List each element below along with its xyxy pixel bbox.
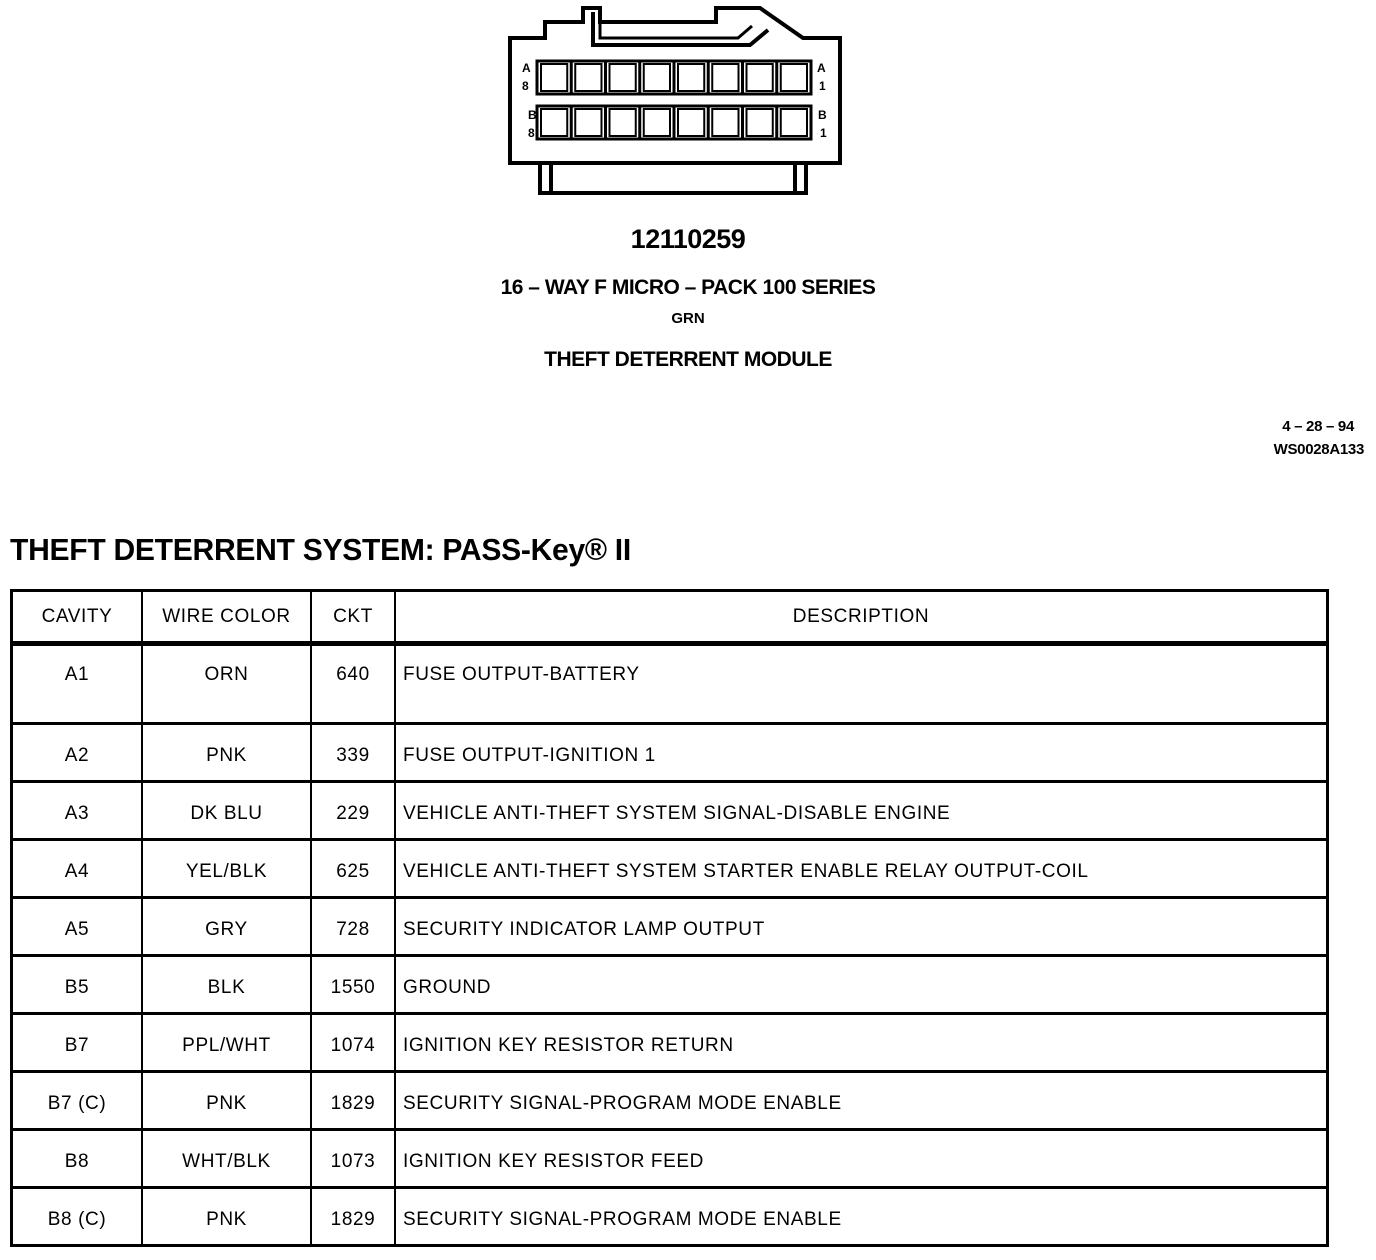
row-a-left-label: A bbox=[522, 61, 531, 75]
cell-ckt: 339 bbox=[311, 724, 395, 782]
module-name: THEFT DETERRENT MODULE bbox=[544, 348, 832, 371]
cell-cavity: B7 bbox=[12, 1014, 143, 1072]
cavity-row-b bbox=[537, 106, 811, 139]
cavity-slot bbox=[575, 64, 601, 91]
cell-ckt: 1550 bbox=[311, 956, 395, 1014]
cell-cavity: A4 bbox=[12, 840, 143, 898]
table-row bbox=[12, 898, 1328, 956]
connector-housing bbox=[510, 8, 840, 193]
reference-code: WS0028A133 bbox=[1273, 441, 1364, 458]
table-row bbox=[12, 782, 1328, 840]
cell-description: IGNITION KEY RESISTOR FEED bbox=[395, 1130, 1328, 1188]
cavity-slot bbox=[712, 109, 738, 136]
cell-wire-color: PPL/WHT bbox=[142, 1014, 311, 1072]
cell-description: VEHICLE ANTI-THEFT SYSTEM STARTER ENABLE RELAY OUTPUT-COIL bbox=[395, 840, 1328, 898]
cavity-row-a bbox=[537, 61, 811, 94]
cell-wire-color: GRY bbox=[142, 898, 311, 956]
cell-ckt: 1073 bbox=[311, 1130, 395, 1188]
reference-date: 4 – 28 – 94 bbox=[1282, 418, 1354, 435]
cell-wire-color: YEL/BLK bbox=[142, 840, 311, 898]
cell-cavity: A1 bbox=[12, 644, 143, 724]
row-b-right-num: 1 bbox=[820, 126, 827, 140]
cell-wire-color: WHT/BLK bbox=[142, 1130, 311, 1188]
table-row bbox=[12, 1014, 1328, 1072]
cavity-slot bbox=[541, 64, 567, 91]
cavity-slot bbox=[678, 64, 704, 91]
cell-wire-color: PNK bbox=[142, 1188, 311, 1246]
header-cavity: CAVITY bbox=[12, 591, 143, 644]
cavity-slot bbox=[678, 109, 704, 136]
cavity-slot bbox=[781, 109, 807, 136]
cell-ckt: 1829 bbox=[311, 1072, 395, 1130]
cell-wire-color: DK BLU bbox=[142, 782, 311, 840]
cavity-slot bbox=[747, 109, 773, 136]
cell-ckt: 640 bbox=[311, 644, 395, 724]
cell-cavity: A5 bbox=[12, 898, 143, 956]
connector-diagram bbox=[0, 0, 1376, 215]
cavity-slot bbox=[747, 64, 773, 91]
cavity-slot bbox=[644, 109, 670, 136]
cell-cavity: B8 (C) bbox=[12, 1188, 143, 1246]
table-row bbox=[12, 840, 1328, 898]
cell-description: FUSE OUTPUT-IGNITION 1 bbox=[395, 724, 1328, 782]
table-row bbox=[12, 1072, 1328, 1130]
header-ckt: CKT bbox=[311, 591, 395, 644]
cell-description: SECURITY INDICATOR LAMP OUTPUT bbox=[395, 898, 1328, 956]
cell-description: SECURITY SIGNAL-PROGRAM MODE ENABLE bbox=[395, 1072, 1328, 1130]
cell-ckt: 1829 bbox=[311, 1188, 395, 1246]
cell-ckt: 229 bbox=[311, 782, 395, 840]
connector-description: 16 – WAY F MICRO – PACK 100 SERIES bbox=[500, 276, 876, 299]
cell-description: VEHICLE ANTI-THEFT SYSTEM SIGNAL-DISABLE ENGINE bbox=[395, 782, 1328, 840]
cell-cavity: A2 bbox=[12, 724, 143, 782]
header-description: DESCRIPTION bbox=[395, 591, 1328, 644]
section-title: THEFT DETERRENT SYSTEM: PASS-Key® II bbox=[10, 532, 631, 567]
table-row bbox=[12, 724, 1328, 782]
row-a-right-label: A bbox=[817, 61, 826, 75]
row-b-right-label: B bbox=[818, 108, 827, 122]
header-wire-color: WIRE COLOR bbox=[142, 591, 311, 644]
row-a-left-num: 8 bbox=[522, 79, 529, 93]
cavity-slot bbox=[541, 109, 567, 136]
table-row bbox=[12, 956, 1328, 1014]
cell-ckt: 1074 bbox=[311, 1014, 395, 1072]
cell-cavity: B5 bbox=[12, 956, 143, 1014]
row-b-left-num: 8 bbox=[528, 126, 535, 140]
cell-wire-color: PNK bbox=[142, 1072, 311, 1130]
cell-cavity: B7 (C) bbox=[12, 1072, 143, 1130]
cavity-slot bbox=[644, 64, 670, 91]
cell-ckt: 625 bbox=[311, 840, 395, 898]
cell-wire-color: PNK bbox=[142, 724, 311, 782]
cell-description: FUSE OUTPUT-BATTERY bbox=[395, 644, 1328, 724]
cavity-slot bbox=[610, 109, 636, 136]
cell-description: IGNITION KEY RESISTOR RETURN bbox=[395, 1014, 1328, 1072]
connector-color: GRN bbox=[671, 310, 705, 327]
cell-wire-color: ORN bbox=[142, 644, 311, 724]
row-a-right-num: 1 bbox=[819, 79, 826, 93]
cell-cavity: A3 bbox=[12, 782, 143, 840]
table-row bbox=[12, 1130, 1328, 1188]
cell-cavity: B8 bbox=[12, 1130, 143, 1188]
cell-description: GROUND bbox=[395, 956, 1328, 1014]
table-row bbox=[12, 1188, 1328, 1246]
cell-description: SECURITY SIGNAL-PROGRAM MODE ENABLE bbox=[395, 1188, 1328, 1246]
row-b-left-label: B bbox=[528, 108, 537, 122]
cell-ckt: 728 bbox=[311, 898, 395, 956]
cavity-slot bbox=[781, 64, 807, 91]
pinout-table bbox=[10, 589, 1329, 1247]
table-row bbox=[12, 644, 1328, 724]
cavity-slot bbox=[575, 109, 601, 136]
cavity-slot bbox=[610, 64, 636, 91]
table-header-row bbox=[12, 591, 1328, 644]
cavity-slot bbox=[712, 64, 738, 91]
cell-wire-color: BLK bbox=[142, 956, 311, 1014]
part-number: 12110259 bbox=[630, 224, 746, 254]
